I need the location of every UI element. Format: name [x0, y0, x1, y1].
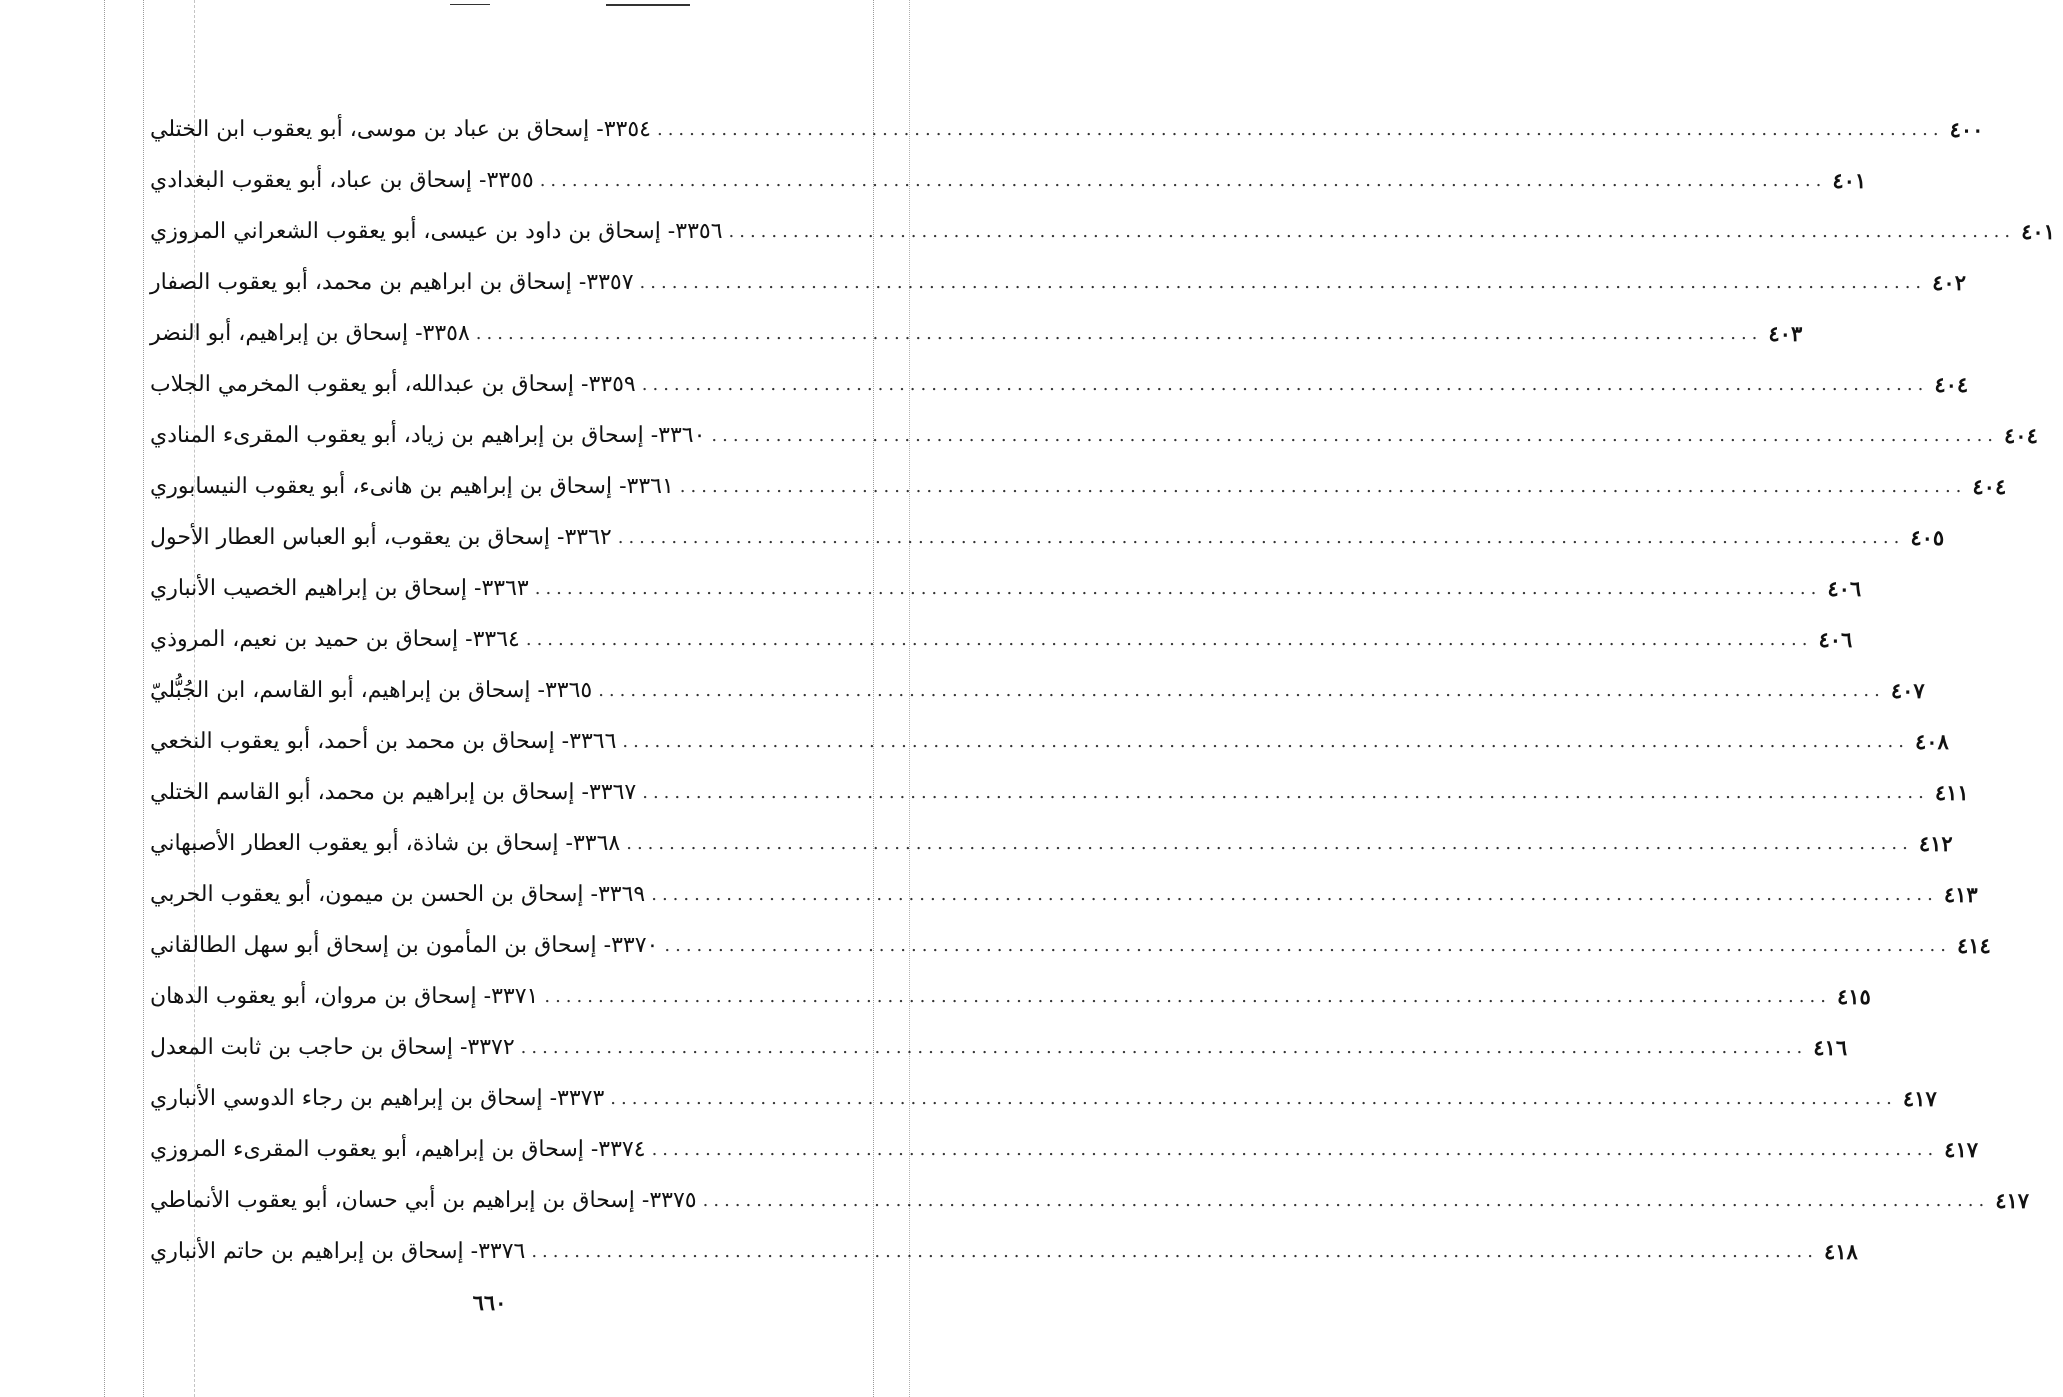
- entry-page-number: ٤٠١: [2021, 218, 2055, 244]
- page-number: ٦٦٠: [472, 1290, 507, 1315]
- entry-page-number: ٤٠٠: [1949, 116, 1984, 142]
- entry-title: ٣٣٦٢- إسحاق بن يعقوب، أبو العباس العطار الأحول: [150, 524, 612, 550]
- toc-entry: [150, 1226, 1858, 1277]
- dot-leader: ........................................................................................................................: [651, 1139, 1939, 1160]
- entry-page-number: ٤٠٧: [1890, 677, 1925, 703]
- toc-entry: [150, 971, 1871, 1022]
- toc-entry: [150, 716, 1949, 767]
- entry-title: ٣٣٧١- إسحاق بن مروان، أبو يعقوب الدهان: [150, 983, 539, 1009]
- dot-leader: ........................................................................................................................: [534, 578, 1822, 599]
- entry-page-number: ٤١٤: [1956, 932, 1991, 958]
- entry-page-number: ٤٠٤: [1934, 371, 1969, 397]
- entry-title: ٣٣٥٩- إسحاق بن عبدالله، أبو يعقوب المخرمي الجلاب: [150, 371, 636, 397]
- entry-page-number: ٤١٢: [1918, 830, 1953, 856]
- header-rule: [450, 4, 490, 5]
- entry-title: ٣٣٥٧- إسحاق بن ابراهيم بن محمد، أبو يعقوب الصفار: [150, 269, 634, 295]
- dot-leader: ........................................................................................................................: [617, 527, 1905, 548]
- entry-page-number: ٤١٨: [1823, 1238, 1858, 1264]
- toc-entry: [150, 818, 1953, 869]
- dot-leader: ........................................................................................................................: [641, 374, 1929, 395]
- entry-title: ٣٣٧٠- إسحاق بن المأمون بن إسحاق أبو سهل الطالقاني: [150, 932, 659, 958]
- dot-leader: ........................................................................................................................: [664, 935, 1951, 956]
- scan-edge-line: [143, 0, 144, 1397]
- toc-entry: [150, 308, 1803, 359]
- table-of-contents: [150, 104, 2055, 1277]
- entry-page-number: ٤٠٢: [1932, 269, 1966, 295]
- entry-title: ٣٣٦٠- إسحاق بن إبراهيم بن زياد، أبو يعقوب المقرىء المنادي: [150, 422, 706, 448]
- entry-page-number: ٤١١: [1934, 779, 1969, 805]
- dot-leader: ........................................................................................................................: [702, 1190, 1990, 1211]
- entry-page-number: ٤١٧: [1902, 1085, 1937, 1111]
- entry-page-number: ٤١٦: [1813, 1034, 1848, 1060]
- entry-title: ٣٣٧٦- إسحاق بن إبراهيم بن حاتم الأنباري: [150, 1238, 526, 1264]
- toc-entry: [150, 1124, 1979, 1175]
- entry-page-number: ٤٠٣: [1768, 320, 1803, 346]
- toc-entry: [150, 920, 1991, 971]
- entry-title: ٣٣٦١- إسحاق بن إبراهيم بن هانىء، أبو يعقوب النيسابوري: [150, 473, 674, 499]
- toc-entry: [150, 665, 1925, 716]
- entry-title: ٣٣٥٨- إسحاق بن إبراهيم، أبو النضر: [150, 320, 470, 346]
- entry-title: ٣٣٦٦- إسحاق بن محمد بن أحمد، أبو يعقوب النخعي: [150, 728, 617, 754]
- entry-page-number: ٤٠١: [1832, 167, 1867, 193]
- entry-title: ٣٣٧٤- إسحاق بن إبراهيم، أبو يعقوب المقرىء المروزي: [150, 1136, 646, 1162]
- toc-entry: [150, 614, 1853, 665]
- toc-entry: [150, 206, 2055, 257]
- dot-leader: ........................................................................................................................: [642, 782, 1929, 803]
- toc-entry: [150, 1073, 1937, 1124]
- dot-leader: ........................................................................................................................: [544, 986, 1831, 1007]
- dot-leader: ........................................................................................................................: [651, 884, 1938, 905]
- dot-leader: ........................................................................................................................: [525, 629, 1813, 650]
- toc-entry: [150, 1022, 1848, 1073]
- header-rule: [606, 4, 690, 6]
- entry-page-number: ٤٠٦: [1818, 626, 1853, 652]
- dot-leader: ........................................................................................................................: [639, 272, 1927, 293]
- toc-entry: [150, 767, 1969, 818]
- toc-entry: [150, 155, 1867, 206]
- dot-leader: ........................................................................................................................: [598, 680, 1885, 701]
- dot-leader: ........................................................................................................................: [656, 119, 1944, 140]
- entry-title: ٣٣٥٥- إسحاق بن عباد، أبو يعقوب البغدادي: [150, 167, 534, 193]
- entry-page-number: ٤٠٤: [1972, 473, 2007, 499]
- dot-leader: ........................................................................................................................: [626, 833, 1913, 854]
- entry-page-number: ٤١٧: [1944, 1136, 1979, 1162]
- entry-title: ٣٣٥٦- إسحاق بن داود بن عيسى، أبو يعقوب الشعراني المروزي: [150, 218, 723, 244]
- toc-entry: [150, 104, 1984, 155]
- entry-title: ٣٣٦٧- إسحاق بن إبراهيم بن محمد، أبو القاسم الختلي: [150, 779, 637, 805]
- entry-page-number: ٤٠٦: [1827, 575, 1862, 601]
- entry-title: ٣٣٥٤- إسحاق بن عباد بن موسى، أبو يعقوب ابن الختلي: [150, 116, 651, 142]
- toc-entry: [150, 512, 1945, 563]
- entry-title: ٣٣٧٥- إسحاق بن إبراهيم بن أبي حسان، أبو يعقوب الأنماطي: [150, 1187, 697, 1213]
- entry-title: ٣٣٦٩- إسحاق بن الحسن بن ميمون، أبو يعقوب الحربي: [150, 881, 646, 907]
- toc-entry: [150, 410, 2038, 461]
- entry-page-number: ٤١٣: [1943, 881, 1978, 907]
- dot-leader: ........................................................................................................................: [728, 221, 2016, 242]
- toc-entry: [150, 1175, 2030, 1226]
- dot-leader: ........................................................................................................................: [520, 1037, 1808, 1058]
- scan-edge-line: [104, 0, 105, 1397]
- toc-entry: [150, 359, 1969, 410]
- toc-entry: [150, 869, 1978, 920]
- entry-page-number: ٤٠٨: [1915, 728, 1949, 754]
- entry-title: ٣٣٦٤- إسحاق بن حميد بن نعيم، المروذي: [150, 626, 520, 652]
- entry-title: ٣٣٧٣- إسحاق بن إبراهيم بن رجاء الدوسي الأنباري: [150, 1085, 605, 1111]
- entry-title: ٣٣٦٨- إسحاق بن شاذة، أبو يعقوب العطار الأصبهاني: [150, 830, 621, 856]
- dot-leader: ........................................................................................................................: [679, 476, 1967, 497]
- dot-leader: ........................................................................................................................: [610, 1088, 1897, 1109]
- entry-title: ٣٣٦٥- إسحاق بن إبراهيم، أبو القاسم، ابن الجُبُّليّ: [150, 677, 593, 703]
- entry-page-number: ٤٠٥: [1910, 524, 1945, 550]
- entry-page-number: ٤٠٤: [2004, 422, 2038, 448]
- dot-leader: ........................................................................................................................: [539, 170, 1827, 191]
- entry-page-number: ٤١٧: [1995, 1187, 2030, 1213]
- dot-leader: ........................................................................................................................: [531, 1241, 1818, 1262]
- toc-entry: [150, 257, 1966, 308]
- entry-title: ٣٣٦٣- إسحاق بن إبراهيم الخصيب الأنباري: [150, 575, 529, 601]
- entry-title: ٣٣٧٢- إسحاق بن حاجب بن ثابت المعدل: [150, 1034, 515, 1060]
- dot-leader: ........................................................................................................................: [475, 323, 1763, 344]
- dot-leader: ........................................................................................................................: [622, 731, 1909, 752]
- dot-leader: ........................................................................................................................: [711, 425, 1999, 446]
- toc-entry: [150, 563, 1862, 614]
- entry-page-number: ٤١٥: [1836, 983, 1871, 1009]
- toc-entry: [150, 461, 2007, 512]
